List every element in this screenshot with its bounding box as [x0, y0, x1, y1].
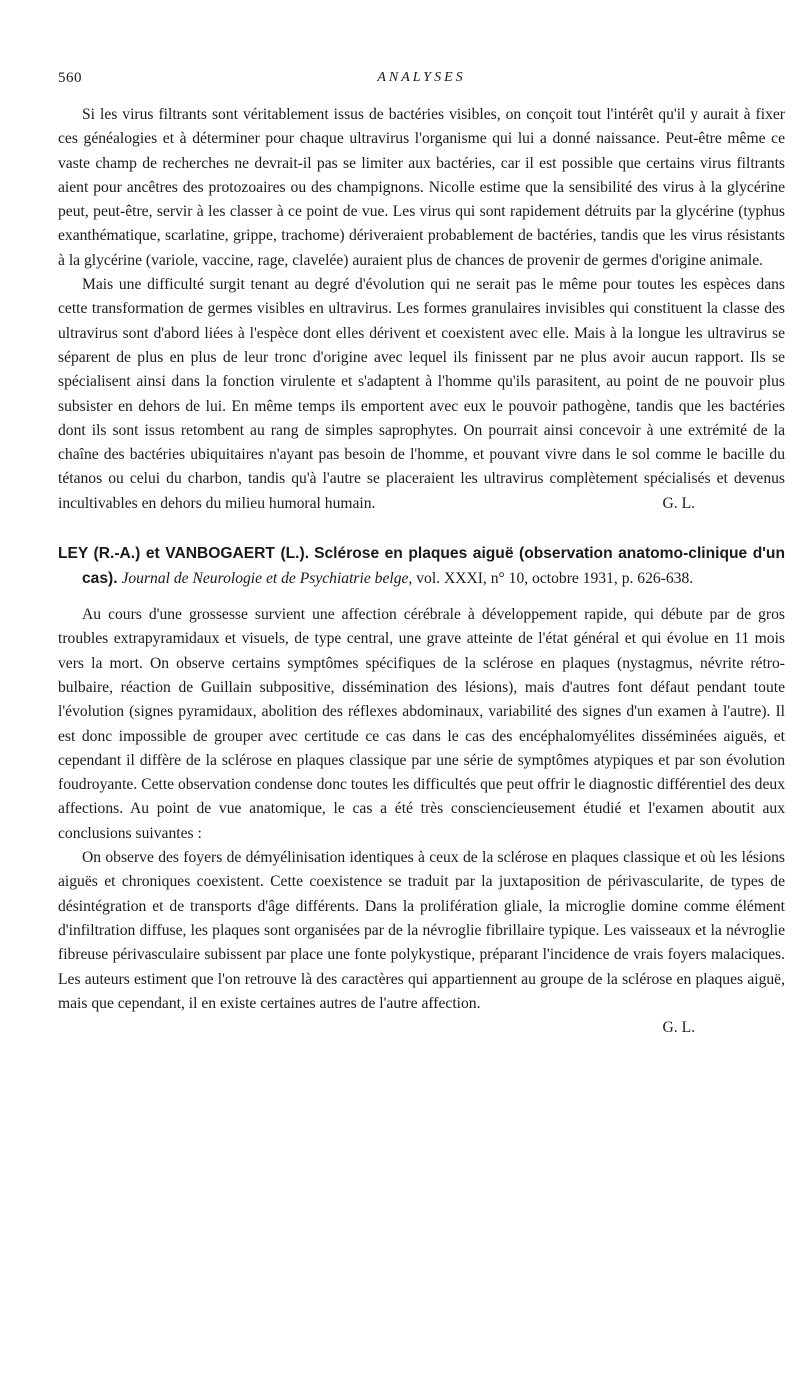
- article1-paragraph-2: Mais une difficulté surgit tenant au degré d'évolution qui ne serait pas le même pour toutes les espèces dans cette transformation de germes visibles en ultravirus. Les formes granulaires invisibles qui constituent la classe des ultravirus sont d'abord liées à l'espèce dont elles dérivent et coexistent avec elle. Mais à la longue les ultravirus se séparent de plus en plus de leur tronc d'origine avec lequel ils finissent par ne plus avoir aucun rapport. Ils se spécialisent ainsi dans la fonction virulente et s'adaptent à l'homme qu'ils parasitent, au point de ne pouvoir plus subsister en dehors de lui. En même temps ils emportent avec eux le pouvoir pathogène, tandis que les bactéries dont ils sont issus retombent au rang de simples saprophytes. On pourrait ainsi concevoir à une extrémité de la chaîne des bactéries ubiquitaires n'ayant pas besoin de l'homme, et pouvant vivre dans le sol comme le bacille du tétanos ou celui du charbon, tandis qu'à l'autre se placeraient les ultravirus complètement spécialisés et devenus incultivables en dehors du milieu humoral humain.: [58, 276, 785, 512]
- article1-signature: G. L.: [662, 495, 695, 513]
- article2-paragraph-2: On observe des foyers de démyélinisation identiques à ceux de la sclérose en plaques classique et où les lésions aiguës et chroniques coexistent. Cette coexistence se traduit par la juxtaposition de périvascularite, de types de désintégration et de transports d'âge différents. Dans la prolifération gliale, la microglie domine comme élément d'infiltration diffuse, les plaques sont organisées par de la névroglie fibrillaire typique. Les vaisseaux et la névroglie fibreuse périvasculaire subissent par place une fonte polykystique, préparant l'incidence de vrais foyers malaciques. Les auteurs estiment que l'on retrouve là des caractères qui appartiennent au groupe de la sclérose en plaques aiguë, mais que cependant, il en existe certaines autres de l'autre affection.: [58, 849, 785, 1012]
- article2-authors: LEY (R.-A.) et VANBOGAERT (L.).: [58, 545, 310, 563]
- article2-journal: Journal de Neurologie et de Psychiatrie belge,: [121, 569, 413, 587]
- article2-signature: G. L.: [662, 1019, 695, 1037]
- article2-title: Sclérose en plaques aiguë (observation anatomo-clinique d'un cas).: [82, 545, 785, 587]
- article2-heading: [58, 542, 785, 591]
- page-number: 560: [58, 70, 82, 86]
- section-title: ANALYSES: [377, 70, 466, 85]
- document-page: [58, 70, 785, 1040]
- running-header: [58, 70, 785, 92]
- article-sclerose-en-plaques: [58, 542, 785, 1040]
- article2-citation: vol. XXXI, n° 10, octobre 1931, p. 626-638.: [416, 569, 694, 587]
- article1-paragraph-1: Si les virus filtrants sont véritablement issus de bactéries visibles, on conçoit tout l'intérêt qu'il y aurait à fixer ces généalogies et à déterminer pour chaque ultravirus l'organisme qui lui a donné naissance. Peut-être même ce vaste champ de recherches ne devrait-il pas se limiter aux bactéries, car il est possible que certains virus filtrants aient pour ancêtres des protozoaires ou des champignons. Nicolle estime que la sensibilité des virus à la glycérine peut, peut-être, servir à les classer à ce point de vue. Les virus qui sont rapidement détruits par la glycérine (typhus exanthématique, scarlatine, grippe, trachome) dériveraient probablement de bactéries, tandis que les virus résistants à la glycérine (variole, vaccine, rage, clavelée) auraient plus de chances de provenir de germes d'origine animale.: [58, 106, 785, 269]
- article-virus-filtrants: [58, 103, 785, 516]
- article2-paragraph-1: Au cours d'une grossesse survient une affection cérébrale à développement rapide, qui débute par de gros troubles extrapyramidaux et visuels, de type central, une grave atteinte de l'état général et qui évolue en 11 mois vers la mort. On observe certains symptômes spécifiques de la sclérose en plaques (nystagmus, névrite rétro-bulbaire, réaction de Guillain subpositive, dissémination des lésions), mais d'autres font défaut pendant toute l'évolution (signes pyramidaux, abolition des réflexes abdominaux, variabilité des signes d'un examen à l'autre). Il est donc impossible de grouper avec certitude ce cas dans le cas des encéphalomyélites disséminées aiguës, et cependant il diffère de la sclérose en plaques classique par une série de symptômes atypiques et par son évolution foudroyante. Cette observation condense donc toutes les difficultés que peut offrir le diagnostic différentiel des deux affections. Au point de vue anatomique, le cas a été très consciencieusement étudié et l'examen aboutit aux conclusions suivantes :: [58, 606, 785, 842]
